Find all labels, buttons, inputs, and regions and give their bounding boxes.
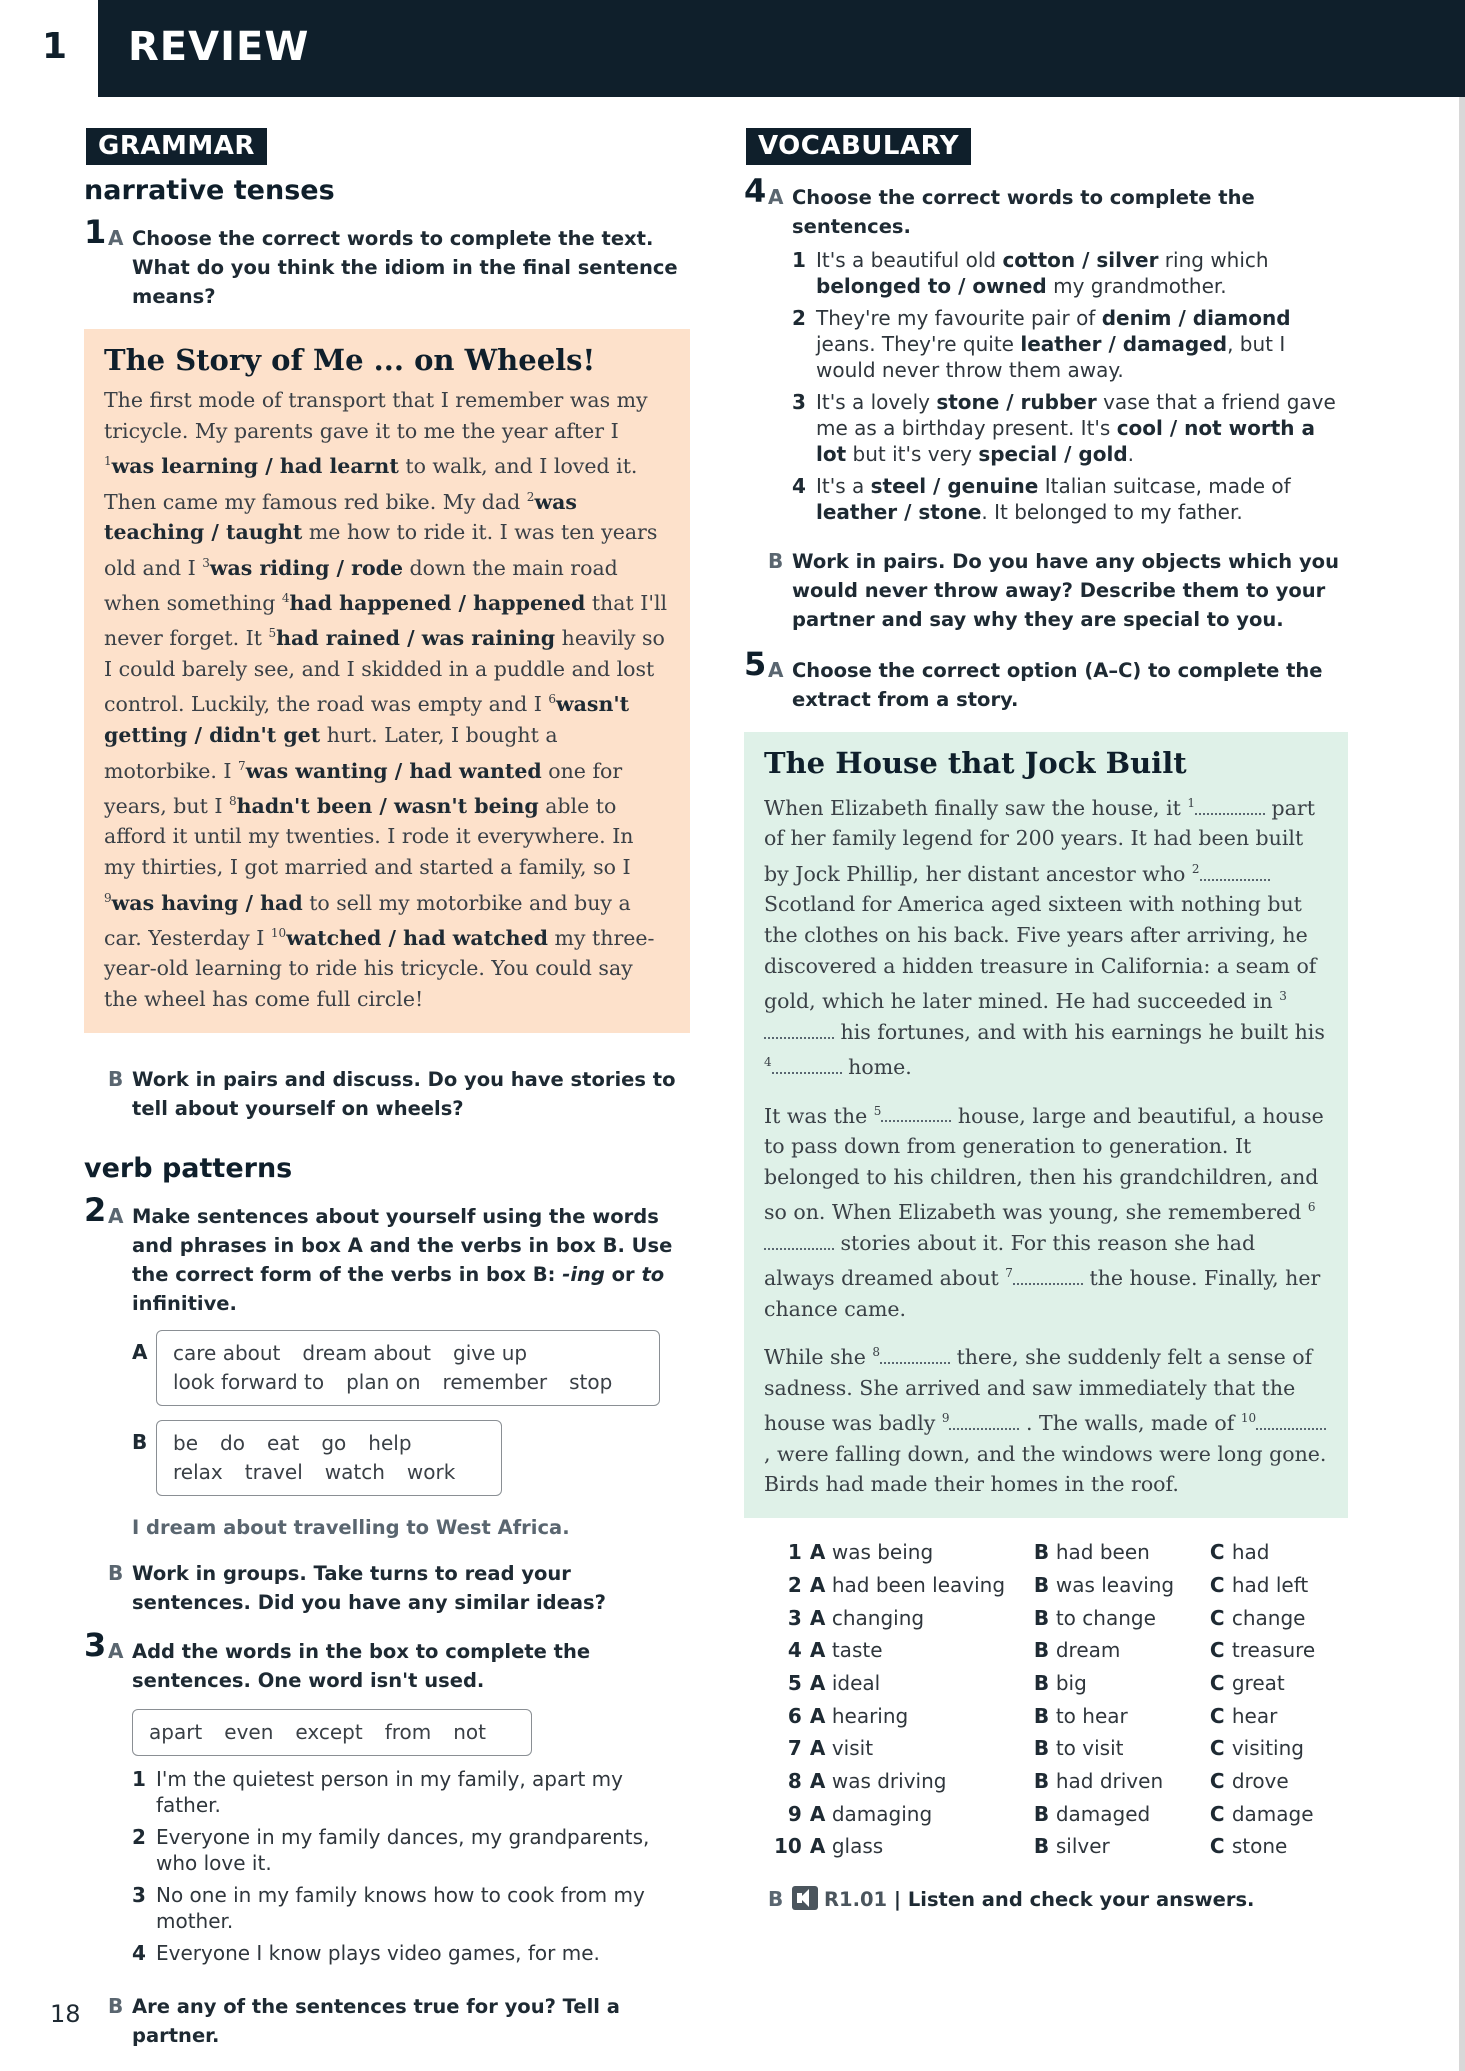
word-box-3 [132, 1709, 532, 1756]
instruction-or: or [604, 1262, 642, 1286]
option-row [774, 1765, 1315, 1798]
exercise-number: 3 [84, 1625, 107, 1664]
instruction: Work in pairs. Do you have any objects which you would never throw away? Describe them to your partner and say why they are special to you. [792, 550, 1339, 631]
option-c: stone [1231, 1834, 1288, 1859]
option-a: changing [831, 1605, 925, 1630]
instruction: Choose the correct option (A–C) to complete the extract from a story. [792, 659, 1323, 711]
option-letter-c: C [1209, 1736, 1225, 1761]
exercise-2b [84, 1559, 690, 1617]
option-c: change [1231, 1605, 1306, 1630]
option-a: had been leaving [831, 1572, 1006, 1597]
word: do [220, 1430, 245, 1455]
option-letter-c: C [1209, 1605, 1225, 1630]
word-box-a-line-1 [173, 1339, 643, 1368]
word-box-3-wrap [84, 1709, 690, 1756]
box-b-row [84, 1420, 690, 1496]
option-a: was driving [831, 1769, 947, 1794]
vocabulary-column [744, 128, 1348, 1914]
option-letter-a: A [809, 1605, 826, 1630]
vocabulary-tag: VOCABULARY [746, 128, 971, 165]
audio-separator: | [887, 1887, 908, 1911]
story-title: The House that Jock Built [764, 746, 1187, 780]
option-letter-a: A [809, 1769, 826, 1794]
option-b: big [1055, 1671, 1087, 1696]
list-item: 3 No one in my family knows how to cook from my mother. [132, 1882, 645, 1933]
instruction: Add the words in the box to complete the sentences. One word isn't used. [132, 1639, 591, 1692]
story-title: The Story of Me ... on Wheels! [104, 343, 596, 377]
option-number: 8 [787, 1769, 802, 1794]
list-item: 1 It's a beautiful old cotton / silver ring which belonged to / owned my grandmother. [792, 248, 1269, 298]
option-row [774, 1667, 1315, 1700]
grammar-tag: GRAMMAR [86, 128, 267, 165]
story-box [744, 732, 1348, 1518]
option-number: 9 [787, 1801, 802, 1826]
word: apart [149, 1719, 203, 1744]
option-a: taste [831, 1638, 883, 1663]
story-box [84, 329, 690, 1033]
option-a: hearing [831, 1703, 909, 1728]
option-number: 10 [774, 1834, 802, 1859]
exercise-1a [84, 213, 690, 311]
exercise-letter: A [108, 1638, 124, 1663]
exercise-4b [744, 547, 1348, 634]
word: even [224, 1719, 274, 1744]
exercise-letter: B [108, 1560, 124, 1585]
option-number: 1 [787, 1540, 802, 1565]
option-letter-a: A [809, 1572, 826, 1597]
word-box-a [156, 1330, 660, 1406]
instruction-to: to [641, 1262, 665, 1286]
list-item: 2 Everyone in my family dances, my grandparents, who love it. [132, 1824, 650, 1875]
option-letter-a: A [809, 1671, 826, 1696]
exercise-letter: B [108, 1993, 124, 2018]
option-letter-c: C [1209, 1769, 1225, 1794]
word: relax [173, 1459, 223, 1484]
word: look forward to [173, 1369, 325, 1394]
option-a: glass [831, 1834, 884, 1859]
option-letter-b: B [1033, 1572, 1050, 1597]
exercise-4-list [744, 247, 1348, 525]
option-row [774, 1797, 1315, 1830]
option-letter-c: C [1209, 1703, 1225, 1728]
option-row [774, 1536, 1315, 1569]
option-a: ideal [831, 1671, 881, 1696]
instruction: Listen and check your answers. [907, 1887, 1255, 1911]
box-a-row [84, 1330, 690, 1406]
option-number: 3 [787, 1605, 802, 1630]
option-b: damaged [1055, 1801, 1151, 1826]
option-letter-a: A [809, 1703, 826, 1728]
option-letter-b: B [1033, 1801, 1050, 1826]
subhead-narrative-tenses: narrative tenses [84, 175, 335, 206]
exercise-letter: A [768, 658, 784, 682]
unit-number: 1 [42, 26, 68, 67]
option-letter-b: B [1033, 1605, 1050, 1630]
page-number: 18 [50, 2000, 81, 2028]
word: eat [266, 1430, 300, 1455]
option-letter-a: A [809, 1638, 826, 1663]
option-b: had been [1055, 1540, 1150, 1565]
instruction: Work in groups. Take turns to read your sentences. Did you have any similar ideas? [132, 1561, 606, 1614]
word: watch [324, 1459, 385, 1484]
option-letter-b: B [1033, 1638, 1050, 1663]
word: care about [173, 1340, 281, 1365]
exercise-5a [744, 645, 1348, 714]
instruction: Choose the correct words to complete the sentences. [792, 186, 1255, 238]
word: remember [442, 1369, 548, 1394]
option-letter-b: B [1033, 1671, 1050, 1696]
audio-track-code: R1.01 [824, 1887, 888, 1911]
option-letter-c: C [1209, 1572, 1225, 1597]
story-paragraph: While she $^8$ there, she suddenly felt a sense of sadness. She arrived and saw immediately that the house was badly $^9$ . The walls, made of $^{10}$ , were falling down, and the windows were long gone. Birds had made their homes in the roof. [764, 1345, 1327, 1497]
option-letter-c: C [1209, 1671, 1225, 1696]
option-b: was leaving [1055, 1572, 1175, 1597]
story-paragraph: It was the $^5$ house, large and beautiful, a house to pass down from generation to generation. It belonged to his children, then his grandchildren, and so on. When Elizabeth was young, she remembered $^6$ stories about it. For this reason she had always dreamed about $^7$ the house. Finally, her chance came. [764, 1103, 1324, 1321]
option-c: visiting [1231, 1736, 1304, 1761]
option-number: 4 [787, 1638, 802, 1663]
exercise-3b [84, 1992, 690, 2050]
page-edge-strip [1459, 0, 1465, 2071]
story-text: The first mode of transport that I remember was my tricycle. My parents gave it to me the year after I $^1$was learning / had learnt to walk, and I loved it. Then came my famous red bike. My dad $^2$was teaching / taught me how to ride it. I was ten years old and I $^3$was riding / rode down the main road when something $^4$had happened / happened that I'll never forget. It $^5$had rained / was raining heavily so I could barely see, and I skidded in a puddle and lost control. Luckily, the road was empty and I $^6$wasn't getting / didn't get hurt. Later, I bought a motorbike. I $^7$was wanting / had wanted one for years, but I $^8$hadn't been / wasn't being able to afford it until my twenties. I rode it everywhere. In my thirties, I got married and started a family, so I $^9$was having / had to sell my motorbike and buy a car. Yesterday I $^{10}$watched / had watched my three-year-old learning to ride his tricycle. You could say the wheel has come full circle! [104, 388, 668, 1011]
exercise-4a [744, 172, 1348, 241]
option-c: damage [1231, 1801, 1314, 1826]
exercise-number: 1 [84, 213, 107, 251]
story-paragraph: When Elizabeth finally saw the house, it $^1$ part of her family legend for 200 years. It had been built by Jock Phillip, her distant ancestor who $^2$ Scotland for America aged sixteen with nothing but the clothes on his back. Five years after arriving, he discovered a hidden treasure in California: a seam of gold, which he later mined. He had succeeded in $^3$ his fortunes, and with his earnings he built his $^4$ home. [764, 795, 1325, 1080]
option-letter-c: C [1209, 1638, 1225, 1663]
option-b: to hear [1055, 1703, 1128, 1728]
option-row [774, 1569, 1315, 1602]
option-letter-a: A [809, 1801, 826, 1826]
option-a: was being [831, 1540, 934, 1565]
word: except [295, 1719, 363, 1744]
option-c: drove [1231, 1769, 1289, 1794]
option-number: 6 [787, 1703, 802, 1728]
exercise-letter: A [108, 226, 124, 250]
option-row [774, 1732, 1315, 1765]
option-number: 2 [787, 1572, 802, 1597]
instruction-end: infinitive. [132, 1291, 237, 1315]
option-letter-b: B [1033, 1769, 1050, 1794]
option-row [774, 1601, 1315, 1634]
exercise-3a [84, 1625, 690, 1695]
exercise-1b [84, 1065, 690, 1123]
option-row [774, 1830, 1315, 1863]
word-box-a-line-2 [173, 1368, 643, 1397]
exercise-letter: A [768, 185, 784, 209]
word: travel [244, 1459, 303, 1484]
audio-icon[interactable] [792, 1886, 818, 1910]
word: be [173, 1430, 198, 1455]
option-c: had [1231, 1540, 1270, 1565]
exercise-number: 2 [84, 1190, 107, 1229]
instruction: Make sentences about yourself using the words and phrases in box A and the verbs in box B. Use the correct form of the verbs in box B: [132, 1204, 673, 1286]
word-box-b-line-1 [173, 1429, 485, 1458]
instruction: Are any of the sentences true for you? Tell a partner. [132, 1994, 620, 2047]
box-b-label: B [132, 1429, 148, 1454]
option-letter-b: B [1033, 1736, 1050, 1761]
example-sentence: I dream about travelling to West Africa. [132, 1515, 570, 1539]
exercise-5b [744, 1885, 1348, 1914]
word: go [321, 1430, 347, 1455]
option-letter-c: C [1209, 1801, 1225, 1826]
word: not [453, 1719, 486, 1744]
option-b: dream [1055, 1638, 1121, 1663]
option-c: had left [1231, 1572, 1309, 1597]
word: plan on [346, 1369, 421, 1394]
list-item: 4 It's a steel / genuine Italian suitcase, made of leather / stone. It belonged to my father. [792, 474, 1291, 524]
exercise-2a [84, 1190, 690, 1318]
option-number: 7 [787, 1736, 802, 1761]
exercise-number: 5 [744, 645, 767, 683]
option-a: damaging [831, 1801, 933, 1826]
page-title: REVIEW [128, 24, 310, 70]
list-item: 2 They're my favourite pair of denim / diamond jeans. They're quite leather / damaged, but I would never throw them away. [792, 306, 1291, 382]
option-letter-c: C [1209, 1540, 1225, 1565]
option-c: treasure [1231, 1638, 1316, 1663]
instruction: Choose the correct words to complete the text. What do you think the idiom in the final sentence means? [132, 227, 678, 308]
option-letter-b: B [1033, 1540, 1050, 1565]
option-letter-a: A [809, 1834, 826, 1859]
word: from [384, 1719, 432, 1744]
option-letter-a: A [809, 1736, 826, 1761]
option-b: to visit [1055, 1736, 1124, 1761]
subhead-verb-patterns: verb patterns [84, 1152, 293, 1184]
option-b: to change [1055, 1605, 1156, 1630]
option-letter-b: B [1033, 1834, 1050, 1859]
option-number: 5 [787, 1671, 802, 1696]
exercise-letter: B [768, 1886, 784, 1911]
list-item: 1 I'm the quietest person in my family, apart my father. [132, 1766, 623, 1817]
option-letter-c: C [1209, 1834, 1225, 1859]
exercise-letter: B [768, 549, 784, 573]
exercise-3-list [84, 1766, 690, 1966]
exercise-letter: B [108, 1066, 124, 1091]
instruction: Work in pairs and discuss. Do you have stories to tell about yourself on wheels? [132, 1067, 676, 1120]
word: give up [453, 1340, 528, 1365]
option-letter-a: A [809, 1540, 826, 1565]
word: stop [569, 1369, 613, 1394]
option-letter-b: B [1033, 1703, 1050, 1728]
word-box-b [156, 1420, 502, 1496]
option-row [774, 1634, 1315, 1667]
instruction-ing: -ing [562, 1262, 605, 1286]
option-row [774, 1699, 1315, 1732]
box-a-label: A [132, 1339, 148, 1364]
exercise-number: 4 [744, 172, 767, 210]
option-c: great [1231, 1671, 1285, 1696]
word: work [406, 1459, 456, 1484]
exercise-letter: A [108, 1203, 124, 1228]
option-c: hear [1231, 1703, 1278, 1728]
option-b: had driven [1055, 1769, 1164, 1794]
option-a: visit [831, 1736, 874, 1761]
word-box-b-line-2 [173, 1458, 485, 1487]
grammar-column [84, 128, 690, 2050]
word: dream about [302, 1340, 431, 1365]
list-item: 4 Everyone I know plays video games, for me. [132, 1940, 600, 1965]
word: help [368, 1430, 412, 1455]
options-table [774, 1536, 1315, 1863]
list-item: 3 It's a lovely stone / rubber vase that a friend gave me as a birthday present. It's cool / not worth a lot but it's very special / gold. [792, 390, 1336, 466]
option-b: silver [1055, 1834, 1110, 1859]
